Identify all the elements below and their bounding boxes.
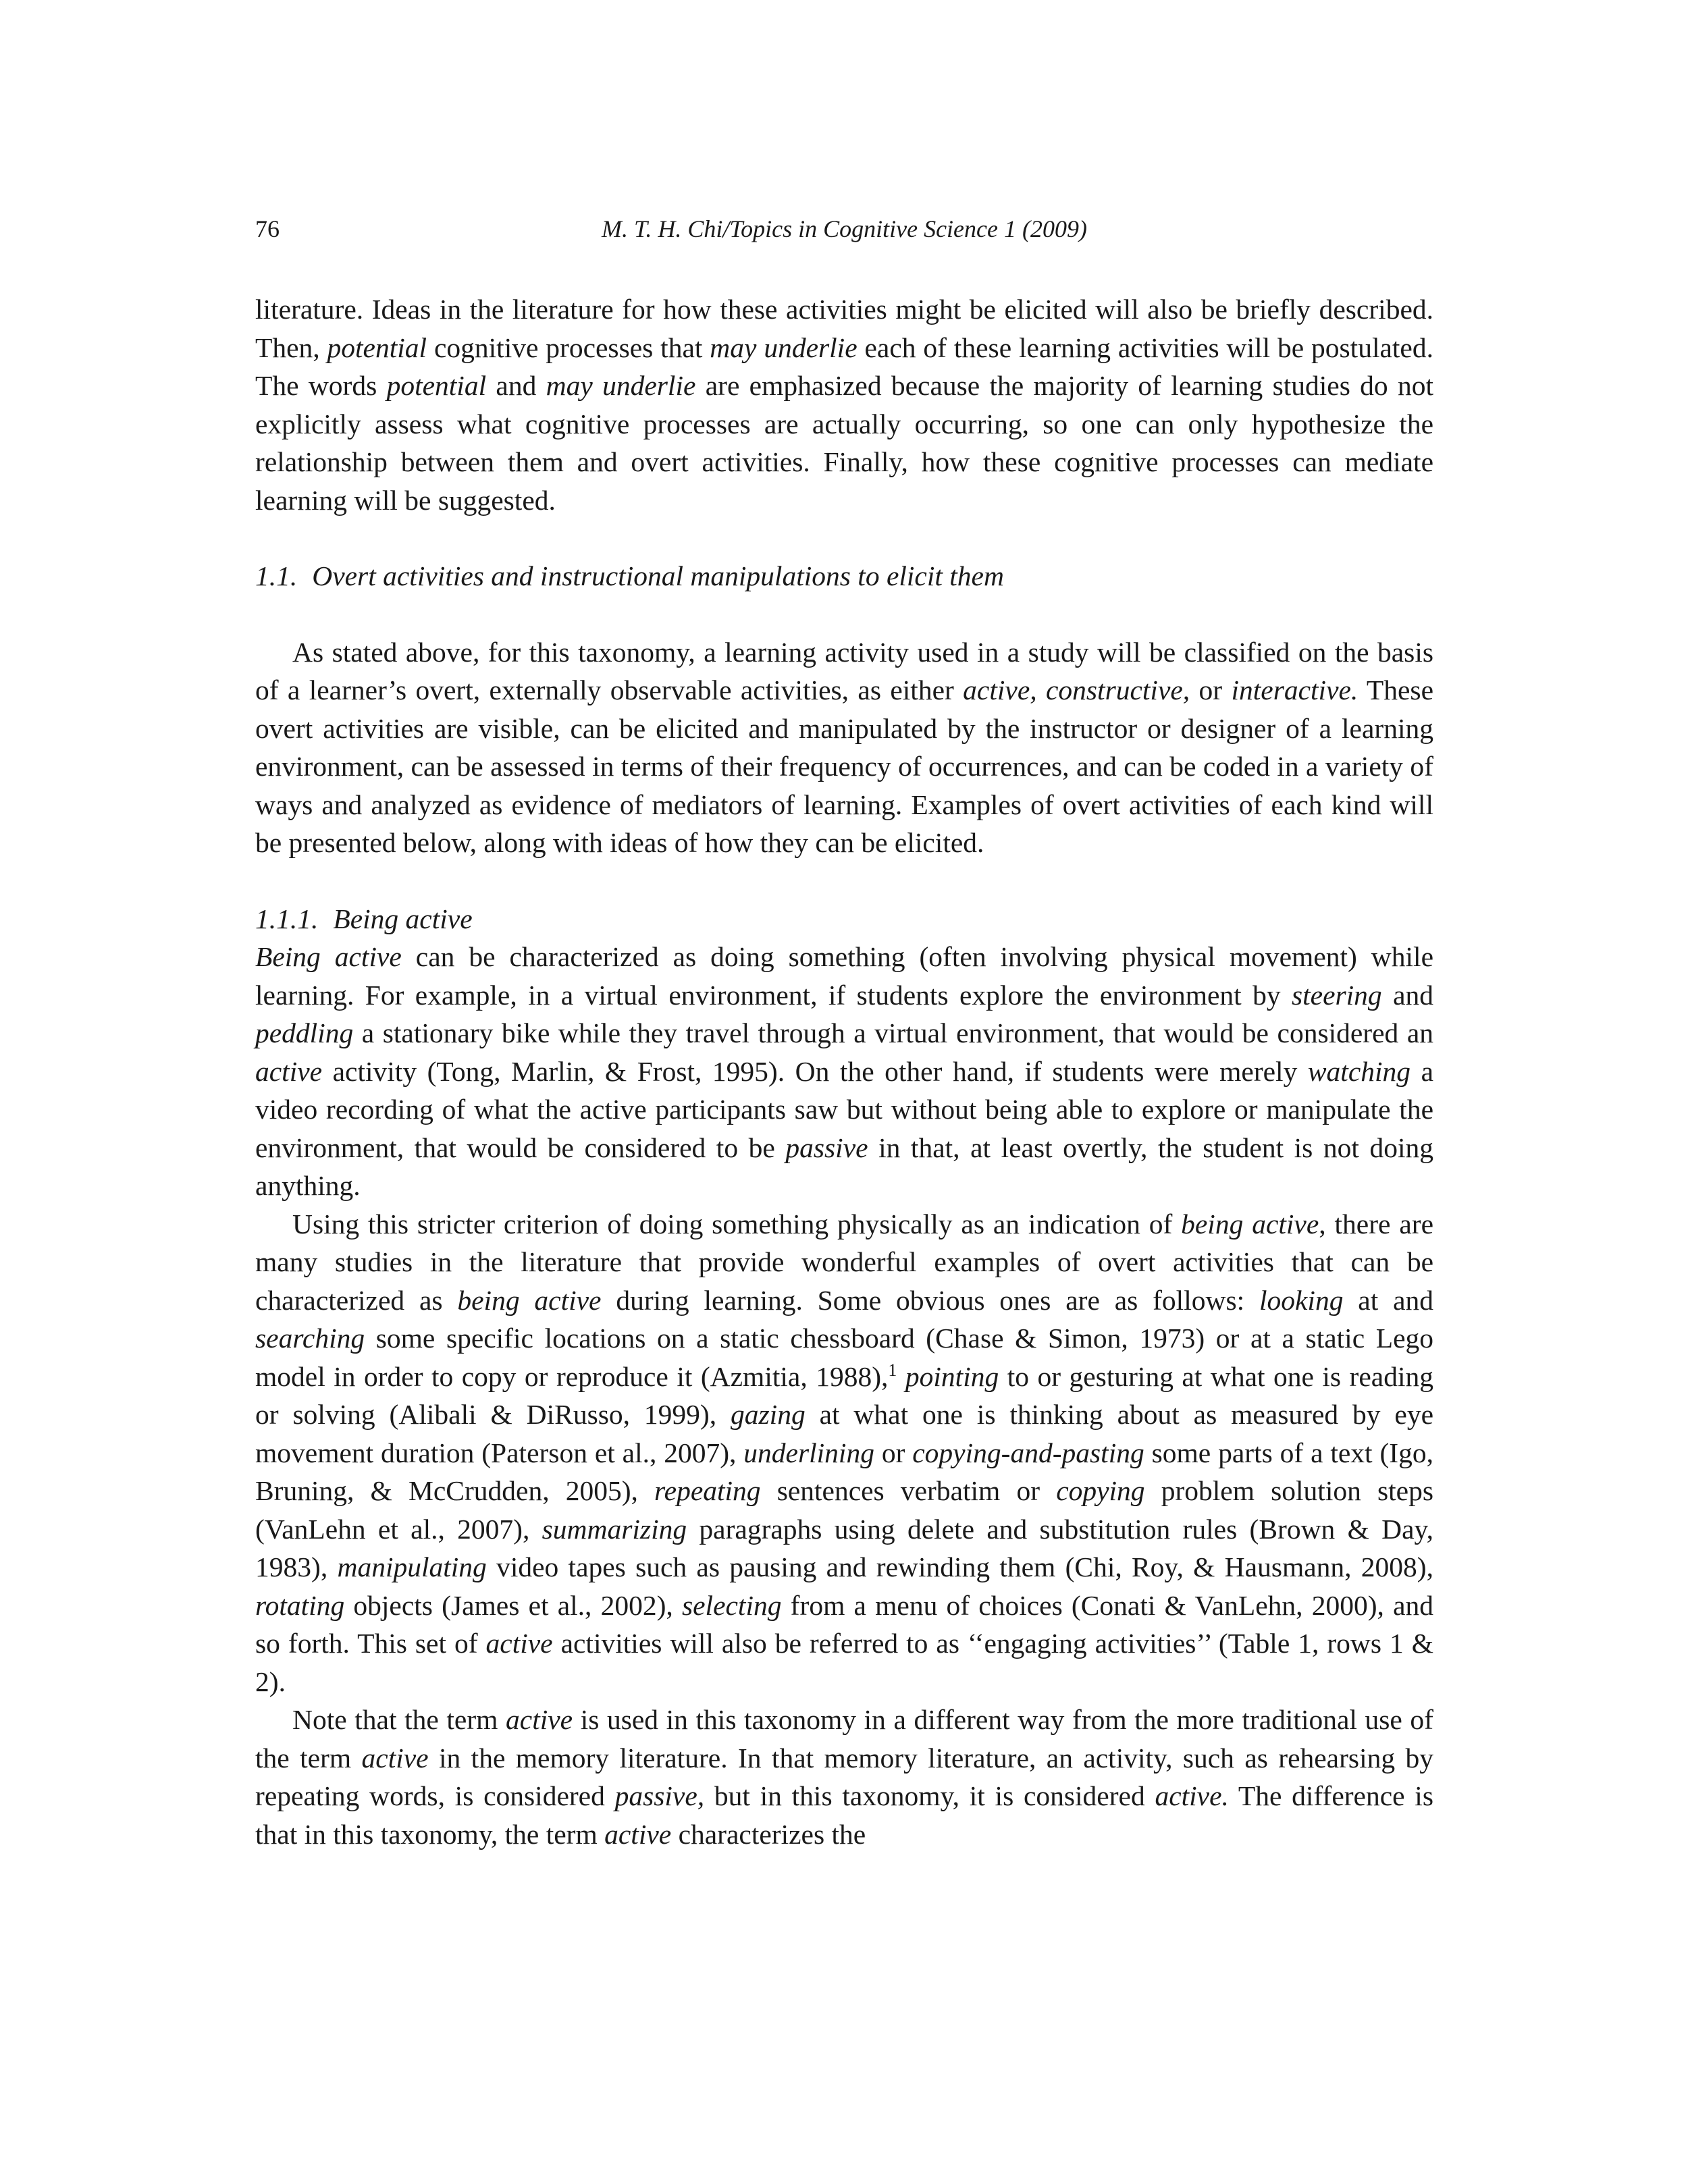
paragraph-intro: literature. Ideas in the literature for how these activities might be elicited will also be briefly described. Then, potential cognitive processes that may underlie each of these learning activities will be postulated. The words potential and may underlie are emphasized because the majority of learning studies do not explicitly assess what cognitive processes are actually occurring, so one can only hypothesize the relationship between them and overt activities. Finally, how these cognitive processes can mediate learning will be suggested. bbox=[255, 294, 1433, 516]
section-heading-1-1-1: 1.1.1. Being active bbox=[255, 903, 473, 934]
paragraph-being-active: Being active can be characterized as doing something (often involving physical movement) while learning. For example, in a virtual environment, if students explore the environment by steering and peddling a stationary bike while they travel through a virtual environment, that would be considered an active activity (Tong, Marlin, & Frost, 1995). On the other hand, if students were merely watching a video recording of what the active participants saw but without being able to explore or manipulate the environment, that would be considered to be passive in that, at least overtly, the student is not doing anything. bbox=[255, 941, 1433, 1201]
footnote-marker: 1 bbox=[888, 1360, 897, 1380]
page-number: 76 bbox=[255, 215, 280, 242]
paragraph-stricter-criterion: Using this stricter criterion of doing something physically as an indication of being active, there are many studies in the literature that provide wonderful examples of overt activities that can be characterized as being active during learning. Some obvious ones are as follows: looking at and searching some specific locations on a static chessboard (Chase & Simon, 1973) or at a static Lego model in order to copy or reproduce it (Azmitia, 1988),$^1$ pointing to or gesturing at what one is reading or solving (Alibali & DiRusso, 1999), gazing at what one is thinking about as measured by eye movement duration (Paterson et al., 2007), underlining or copying-and-pasting some parts of a text (Igo, Bruning, & McCrudden, 2005), repeating sentences verbatim or copying problem solution steps (VanLehn et al., 2007), summarizing paragraphs using delete and substitution rules (Brown & Day, 1983), manipulating video tapes such as pausing and rewinding them (Chi, Roy, & Hausmann, 2008), rotating objects (James et al., 2002), selecting from a menu of choices (Conati & VanLehn, 2000), and so forth. This set of active activities will also be referred to as ‘‘engaging activities’’ (Table 1, rows 1 & 2). bbox=[255, 1208, 1434, 1697]
paragraph-overt-activities: As stated above, for this taxonomy, a learning activity used in a study will be classified on the basis of a learner’s overt, externally observable activities, as either active, constructive, or interactive. These overt activities are visible, can be elicited and manipulated by the instructor or designer of a learning environment, can be assessed in terms of their frequency of occurrences, and can be coded in a variety of ways and analyzed as evidence of mediators of learning. Examples of overt activities of each kind will be presented below, along with ideas of how they can be elicited. bbox=[255, 636, 1433, 858]
section-heading-1-1: 1.1. Overt activities and instructional manipulations to elicit them bbox=[255, 560, 1004, 591]
paragraph-term-active-note: Note that the term active is used in this taxonomy in a different way from the more traditional use of the term active in the memory literature. In that memory literature, an activity, such as rehearsing by repeating words, is considered passive, but in this taxonomy, it is considered active. The difference is that in this taxonomy, the term active characterizes the bbox=[255, 1704, 1433, 1850]
page bbox=[255, 215, 1433, 1853]
journal-reference: M. T. H. Chi/Topics in Cognitive Science 1 (2009) bbox=[602, 215, 1087, 242]
running-head bbox=[255, 215, 1433, 255]
